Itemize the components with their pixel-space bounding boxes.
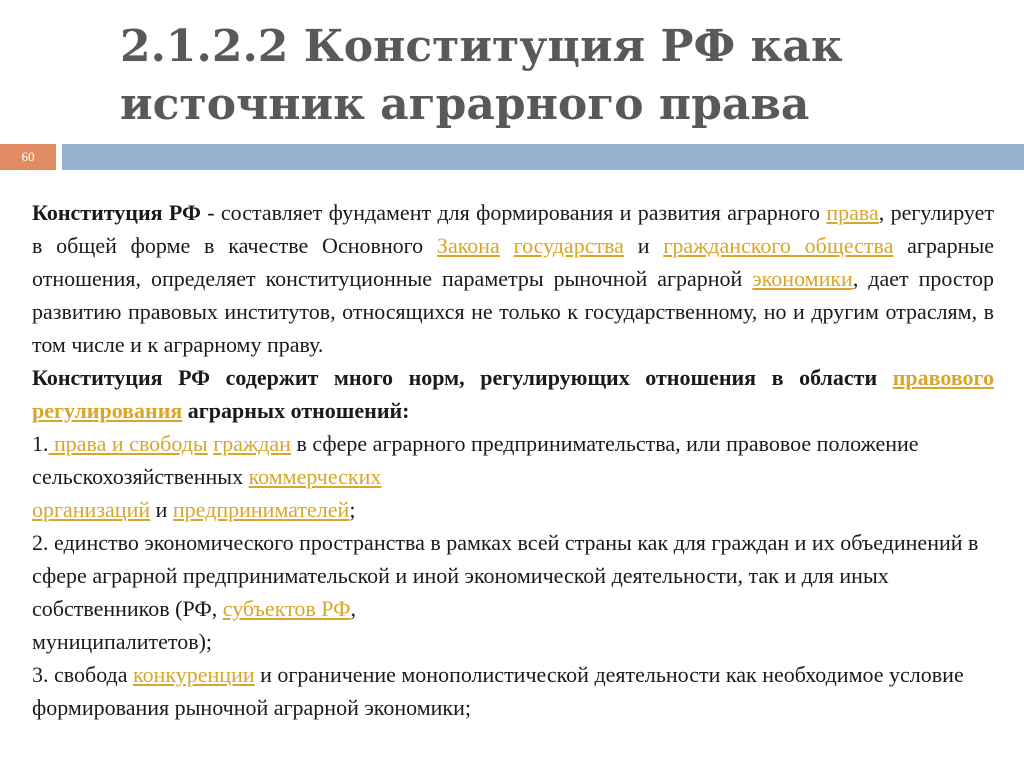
link-organizaciy[interactable]: организаций [32, 497, 151, 522]
text-segment: в сфере аграрного предпринимательства, или правовое положение сельскохозяйственных [32, 431, 919, 489]
text-segment: и ограничение монополистической деятельности как необходимое условие формирования рыночной аграрной экономики; [32, 662, 964, 720]
text-segment: , [350, 596, 357, 621]
bold-term-constitution: Конституция РФ [32, 200, 201, 225]
text-segment: и [150, 497, 173, 522]
text-segment: , дает простор развитию правовых институтов, относящихся не только к государственному, но и другим отраслям, в том числе и к аграрному праву. [32, 266, 994, 357]
link-grazhdan[interactable]: граждан [213, 431, 291, 456]
bold-norms-text [32, 365, 994, 423]
list-item-2 [32, 526, 994, 658]
list-item-1 [32, 427, 994, 526]
slide-body [32, 196, 994, 724]
text-segment: ; [349, 497, 356, 522]
link-pravovogo-regulirovaniya[interactable]: правового регулирования [32, 365, 994, 423]
slide-number-badge: 60 [0, 144, 56, 170]
slide-title-line-2: источник аграрного права [120, 79, 810, 130]
text-segment: 2. единство экономического пространства в рамках всей страны как для граждан и их объединений в сфере аграрной предпринимательской и иной экономической деятельности, так и для иных собственников (РФ, [32, 530, 979, 621]
link-zakona[interactable]: Закона [436, 233, 500, 258]
link-subektov-rf[interactable]: субъектов РФ [222, 596, 351, 621]
link-gosudarstva[interactable]: государства [513, 233, 624, 258]
link-kommercheskih[interactable]: коммерческих [248, 464, 382, 489]
slide-title [120, 18, 980, 134]
text-segment: , регулирует в общей форме в качестве Основного [32, 200, 994, 258]
text-segment: и [623, 233, 664, 258]
slide-title-line-1: 2.1.2.2 Конституция РФ как [120, 21, 843, 72]
link-ekonomiki[interactable]: экономики [752, 266, 853, 291]
link-konkurencii[interactable]: конкуренции [133, 662, 255, 687]
title-divider-bar [62, 144, 1024, 170]
paragraph-norms-heading [32, 361, 994, 427]
list-item-3 [32, 658, 994, 724]
text-segment: - составляет фундамент для формирования и развития аграрного [200, 200, 827, 225]
link-prava[interactable]: права [826, 200, 879, 225]
link-prava-i-svobody[interactable]: права и свободы [48, 431, 208, 456]
text-segment: 3. свобода [32, 662, 134, 687]
text-segment: аграрные отношения, определяет конституционные параметры рыночной аграрной [32, 233, 994, 291]
text-segment: 1. [32, 431, 49, 456]
link-predprinimateley[interactable]: предпринимателей [172, 497, 350, 522]
text-segment: муниципалитетов); [32, 629, 213, 654]
link-grazhdanskogo-obshchestva[interactable]: гражданского общества [663, 233, 894, 258]
paragraph-constitution-foundation [32, 196, 994, 361]
text-segment: аграрных отношений: [182, 398, 410, 423]
text-segment: Конституция РФ содержит много норм, регулирующих отношения в области [32, 365, 893, 390]
text-segment [500, 233, 514, 258]
